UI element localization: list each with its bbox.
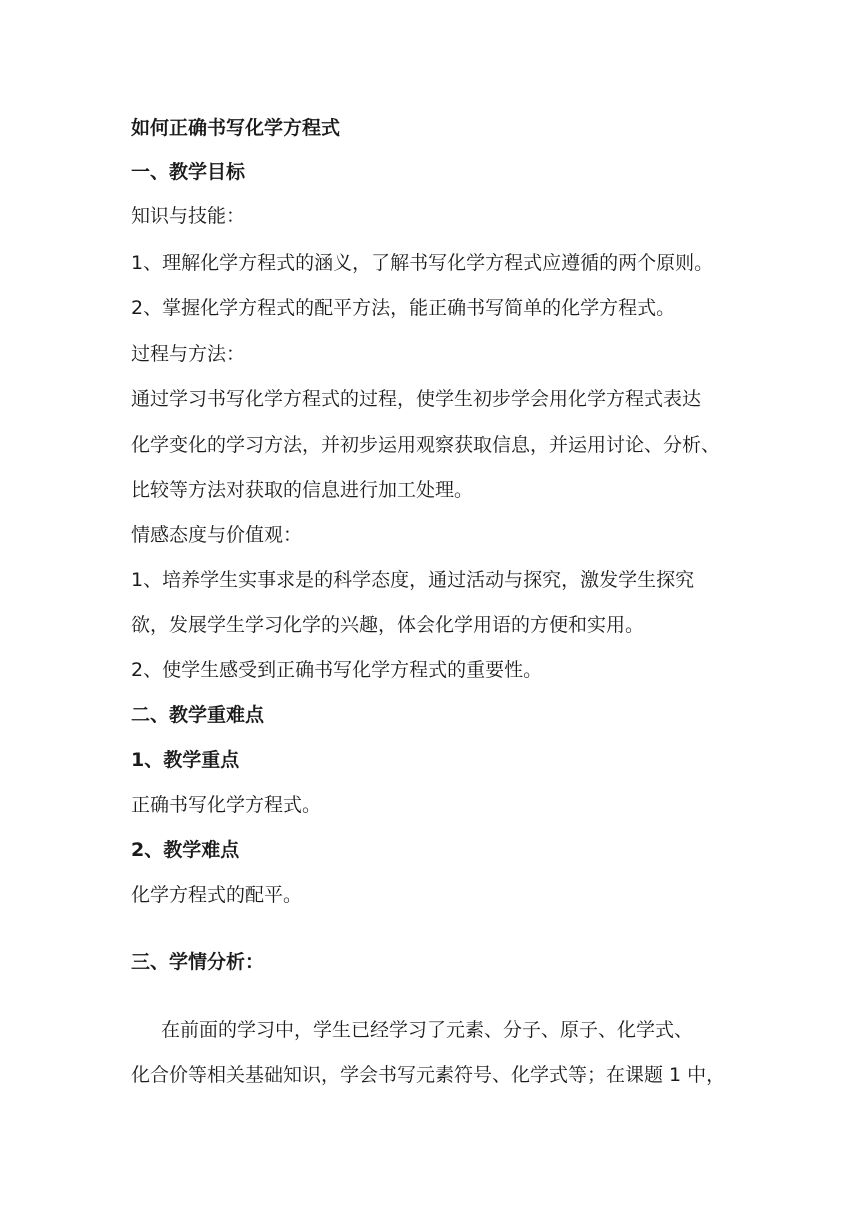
learner-analysis-text-line: 在前面的学习中，学生已经学习了元素、分子、原子、化学式、	[161, 1019, 694, 1041]
section-heading-learner-analysis: 三、学情分析：	[131, 951, 265, 973]
emotion-text-line: 欲，发展学生学习化学的兴趣，体会化学用语的方便和实用。	[131, 614, 645, 636]
subheading-emotion-values: 情感态度与价值观：	[131, 524, 303, 546]
process-text-line: 化学变化的学习方法，并初步运用观察获取信息，并运用讨论、分析、	[131, 434, 721, 456]
section-heading-key-difficult-points: 二、教学重难点	[131, 704, 265, 726]
knowledge-item: 2、掌握化学方程式的配平方法，能正确书写简单的化学方程式。	[131, 297, 676, 319]
difficult-point-text: 化学方程式的配平。	[131, 884, 303, 906]
key-point-text: 正确书写化学方程式。	[131, 794, 322, 816]
section-heading-teaching-objectives: 一、教学目标	[131, 161, 246, 183]
process-text-line: 通过学习书写化学方程式的过程，使学生初步学会用化学方程式表达	[131, 388, 702, 410]
subheading-process-methods: 过程与方法：	[131, 343, 246, 365]
subheading-difficult-point: 2、教学难点	[131, 839, 240, 861]
document-title: 如何正确书写化学方程式	[131, 117, 341, 139]
subheading-knowledge-skills: 知识与技能：	[131, 205, 246, 227]
knowledge-item: 1、理解化学方程式的涵义，了解书写化学方程式应遵循的两个原则。	[131, 252, 714, 274]
subheading-key-point: 1、教学重点	[131, 749, 240, 771]
emotion-text-line: 1、培养学生实事求是的科学态度，通过活动与探究，激发学生探究	[131, 569, 695, 591]
learner-analysis-text-line: 化合价等相关基础知识，学会书写元素符号、化学式等；在课题 1 中，	[131, 1064, 726, 1086]
emotion-text-line: 2、使学生感受到正确书写化学方程式的重要性。	[131, 659, 543, 681]
process-text-line: 比较等方法对获取的信息进行加工处理。	[131, 479, 474, 501]
